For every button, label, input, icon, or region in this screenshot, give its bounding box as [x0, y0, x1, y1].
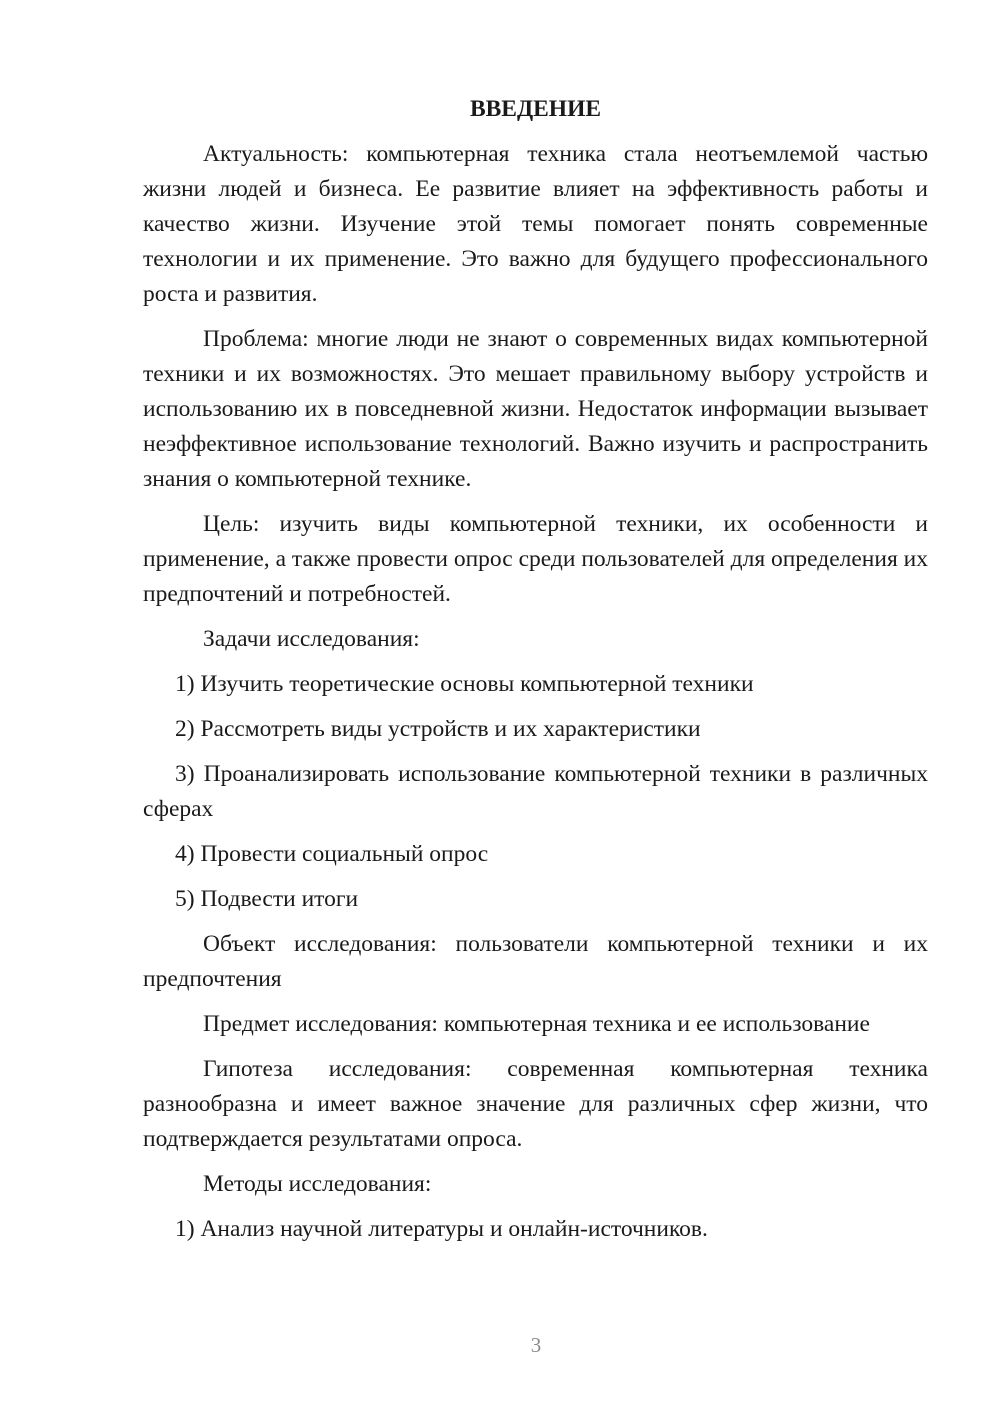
- tasks-heading: Задачи исследования:: [203, 626, 420, 652]
- relevance-paragraph: Актуальность: компьютерная техника стала неотъемлемой частью жизни людей и бизнеса. Ее развитие влияет на эффективность работы и качество жизни. Изучение этой темы помогает понять современные технологии и их применение. Это важно для будущего профессионального роста и развития.: [143, 141, 928, 307]
- hypothesis-paragraph: Гипотеза исследования: современная компьютерная техника разнообразна и имеет важное значение для различных сфер жизни, что подтверждается результатами опроса.: [143, 1056, 928, 1152]
- page-number: 3: [530, 1333, 542, 1357]
- method-item-1: 1) Анализ научной литературы и онлайн-источников.: [175, 1216, 708, 1242]
- methods-heading: Методы исследования:: [203, 1171, 432, 1197]
- object-paragraph: Объект исследования: пользователи компьютерной техники и их предпочтения: [143, 931, 928, 992]
- task-item-2: 2) Рассмотреть виды устройств и их характеристики: [175, 716, 701, 742]
- task-item-5: 5) Подвести итоги: [175, 886, 359, 912]
- page-content: [143, 92, 928, 1257]
- task-item-1: 1) Изучить теоретические основы компьютерной техники: [175, 671, 754, 697]
- task-item-4: 4) Провести социальный опрос: [175, 841, 489, 867]
- problem-paragraph: Проблема: многие люди не знают о современных видах компьютерной техники и их возможностях. Это мешает правильному выбору устройств и использованию их в повседневной жизни. Недостаток информации вызывает неэффективное использование технологий. Важно изучить и распространить знания о компьютерной технике.: [143, 326, 928, 492]
- goal-paragraph: Цель: изучить виды компьютерной техники, их особенности и применение, а также провести опрос среди пользователей для определения их предпочтений и потребностей.: [143, 511, 928, 607]
- task-item-3: 3) Проанализировать использование компьютерной техники в различных сферах: [143, 761, 928, 822]
- subject-paragraph: Предмет исследования: компьютерная техника и ее использование: [203, 1011, 870, 1037]
- section-title: ВВЕДЕНИЕ: [469, 96, 602, 122]
